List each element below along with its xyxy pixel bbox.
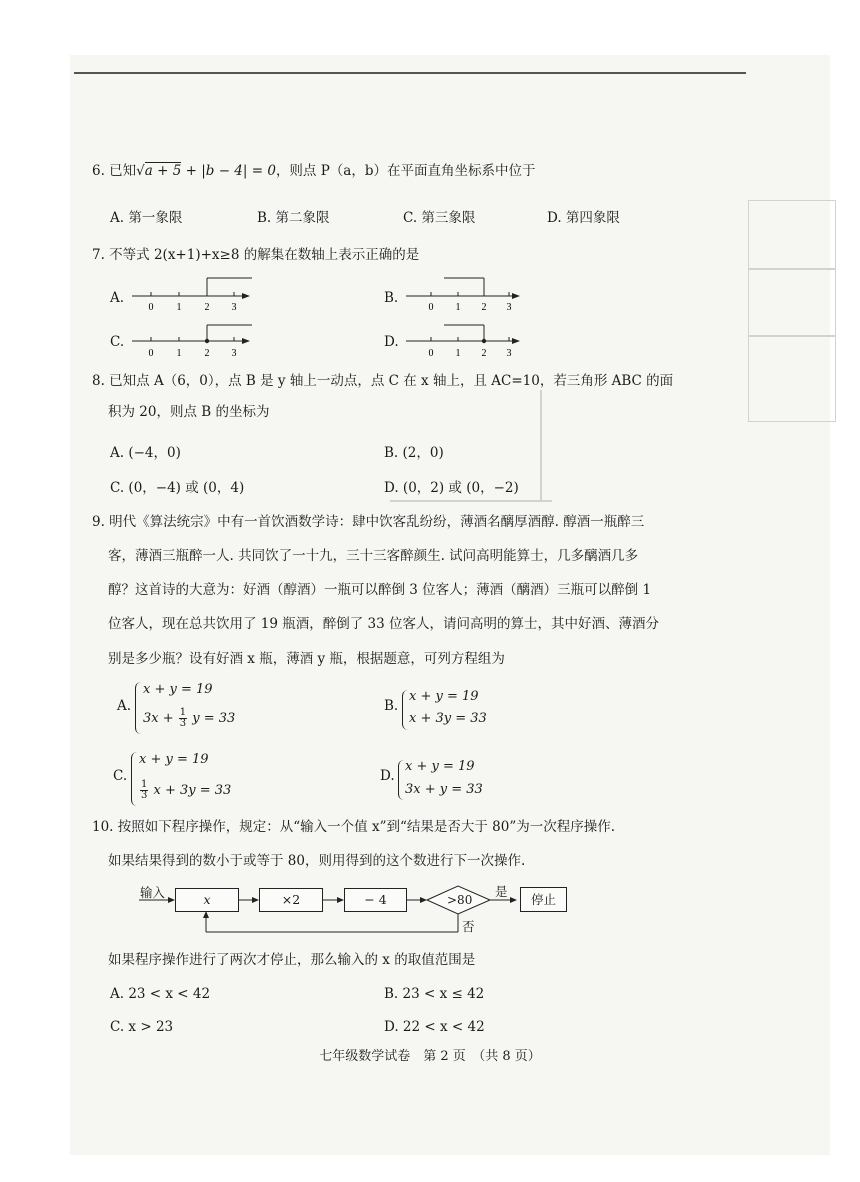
tick-label: 2 xyxy=(204,348,210,359)
flow-yes-label: 是 xyxy=(495,884,508,899)
question-9-line-5: 别是多少瓶？设有好酒 x 瓶，薄酒 y 瓶，根据题意，可列方程组为 xyxy=(108,651,505,667)
question-8-stem-line-2: 积为 20，则点 B 的坐标为 xyxy=(108,404,270,420)
q8-option-b[interactable]: B. (2，0) xyxy=(384,445,444,461)
q9-option-c-eq2 xyxy=(139,780,231,801)
tick-label: 1 xyxy=(455,348,461,359)
bleed-through-table-row xyxy=(748,268,836,270)
q10-option-d[interactable]: D. 22 < x < 42 xyxy=(384,1019,485,1035)
q9-a-fraction xyxy=(179,708,187,729)
flow-box-times-2-text: ×2 xyxy=(281,892,301,907)
question-10-stem-line-2: 如果结果得到的数小于或等于 80，则用得到的这个数进行下一次操作. xyxy=(108,853,526,869)
flow-box-x-text: x xyxy=(203,892,211,907)
q9-option-d-eq2: 3x + y = 33 xyxy=(405,782,483,797)
q10-option-a[interactable]: A. 23 < x < 42 xyxy=(110,986,211,1002)
tick-label: 3 xyxy=(231,302,237,313)
tick-label: 3 xyxy=(506,302,512,313)
tick-label: 0 xyxy=(148,348,154,359)
bleed-through-table xyxy=(748,200,836,422)
q8-option-d[interactable]: D. (0，2) 或 (0，−2) xyxy=(384,480,519,496)
question-9-line-1: 9. 明代《算法统宗》中有一首饮酒数学诗：肆中饮客乱纷纷，薄酒名醨厚酒醇. 醇酒一瓶醉三 xyxy=(92,514,645,530)
tick-label: 1 xyxy=(176,302,182,313)
q6-sqrt-radicand: a + 5 xyxy=(144,163,182,179)
header-rule xyxy=(74,72,746,74)
q9-option-b-brace xyxy=(402,690,409,730)
question-9-line-2: 客，薄酒三瓶醉一人. 共同饮了一十九，三十三客醉颜生. 试问高明能算士，几多醨酒几多 xyxy=(108,548,639,564)
q8-option-a[interactable]: A. (−4，0) xyxy=(110,445,181,461)
q7-number-line-c[interactable] xyxy=(130,317,260,363)
frac-numerator: 1 xyxy=(179,707,187,718)
frac-numerator: 1 xyxy=(141,779,148,790)
q6-stem-prefix: 6. 已知 xyxy=(92,163,137,179)
q7-option-a-label[interactable]: A. xyxy=(110,290,125,306)
q9-c-eq2-post: x + 3y = 33 xyxy=(149,783,232,798)
bleed-through-diagram xyxy=(390,500,552,502)
q6-option-a[interactable]: A. 第一象限 xyxy=(110,210,183,226)
question-6-stem xyxy=(92,162,536,180)
q9-option-a-brace xyxy=(135,682,142,734)
tick-label: 0 xyxy=(428,302,434,313)
flow-input-label: 输入 xyxy=(140,885,166,900)
page-footer: 七年级数学试卷 第 2 页 （共 8 页） xyxy=(319,1049,541,1064)
frac-denominator: 3 xyxy=(179,718,187,729)
q6-formula-rest: + |b − 4| = 0 xyxy=(181,163,276,179)
flow-box-minus-4 xyxy=(344,888,407,912)
q6-stem-suffix: ，则点 P（a，b）在平面直角坐标系中位于 xyxy=(275,163,536,179)
question-10-question: 如果程序操作进行了两次才停止，那么输入的 x 的取值范围是 xyxy=(108,952,476,968)
sqrt-symbol: √ xyxy=(136,163,145,179)
q9-option-c-label[interactable]: C. xyxy=(113,768,128,784)
frac-denominator: 3 xyxy=(141,790,148,801)
flow-box-times-2 xyxy=(259,888,323,912)
tick-label: 3 xyxy=(506,348,512,359)
q6-option-d[interactable]: D. 第四象限 xyxy=(547,210,620,226)
q7-number-line-b[interactable] xyxy=(404,270,534,318)
tick-label: 1 xyxy=(176,348,182,359)
bleed-through-table-row xyxy=(748,335,836,337)
question-9-line-4: 位客人，现在总共饮用了 19 瓶酒，醉倒了 33 位客人，请问高明的算士，其中好酒、薄酒分 xyxy=(108,616,660,632)
q9-option-a-eq2 xyxy=(143,708,235,729)
q9-option-b-eq2: x + 3y = 33 xyxy=(409,711,487,726)
q7-option-b-label[interactable]: B. xyxy=(384,290,399,306)
q9-option-d-brace xyxy=(398,760,405,800)
flow-box-stop-text: 停止 xyxy=(530,892,556,907)
q9-option-a-label[interactable]: A. xyxy=(117,698,132,714)
q7-number-line-a[interactable] xyxy=(130,270,260,318)
q7-option-d-label[interactable]: D. xyxy=(384,334,399,350)
q9-option-c-eq1: x + y = 19 xyxy=(139,752,209,767)
q9-a-eq2-pre: 3x + xyxy=(143,711,178,726)
flow-box-minus-4-text: − 4 xyxy=(364,892,387,907)
question-10-stem-line-1: 10. 按照如下程序操作，规定：从“输入一个值 x”到“结果是否大于 80”为一次程序操作. xyxy=(92,819,616,835)
q9-option-a-eq1: x + y = 19 xyxy=(143,682,213,697)
flow-no-label: 否 xyxy=(462,919,475,934)
q9-option-d-eq1: x + y = 19 xyxy=(405,759,475,774)
question-7-stem: 7. 不等式 2(x+1)+x≥8 的解集在数轴上表示正确的是 xyxy=(92,247,420,263)
tick-label: 1 xyxy=(455,302,461,313)
question-9-line-3: 醇？这首诗的大意为：好酒（醇酒）一瓶可以醉倒 3 位客人；薄酒（醨酒）三瓶可以醉倒 1 xyxy=(108,582,652,598)
q7-number-line-d[interactable] xyxy=(404,317,534,363)
q9-c-fraction xyxy=(140,780,148,801)
tick-label: 2 xyxy=(204,302,210,313)
q7-option-c-label[interactable]: C. xyxy=(110,334,125,350)
bleed-through-diagram xyxy=(540,390,542,502)
q8-option-c[interactable]: C. (0，−4) 或 (0，4) xyxy=(110,480,245,496)
flow-box-stop xyxy=(520,887,567,912)
flow-decision-label: >80 xyxy=(447,893,473,907)
tick-label: 0 xyxy=(428,348,434,359)
q9-a-eq2-post: y = 33 xyxy=(188,711,236,726)
q9-option-c-brace xyxy=(131,752,138,806)
flow-box-x xyxy=(175,888,239,912)
tick-label: 0 xyxy=(148,302,154,313)
q9-option-d-label[interactable]: D. xyxy=(380,768,395,784)
tick-label: 2 xyxy=(481,348,487,359)
q10-option-b[interactable]: B. 23 < x ≤ 42 xyxy=(384,986,485,1002)
q9-option-b-eq1: x + y = 19 xyxy=(409,689,479,704)
tick-label: 2 xyxy=(481,302,487,313)
q6-option-b[interactable]: B. 第二象限 xyxy=(257,210,330,226)
q6-option-c[interactable]: C. 第三象限 xyxy=(403,210,476,226)
q10-option-c[interactable]: C. x > 23 xyxy=(110,1019,174,1035)
tick-label: 3 xyxy=(231,348,237,359)
q9-option-b-label[interactable]: B. xyxy=(384,698,399,714)
question-8-stem-line-1: 8. 已知点 A（6，0），点 B 是 y 轴上一动点，点 C 在 x 轴上，且 AC=10，若三角形 ABC 的面 xyxy=(92,373,674,389)
